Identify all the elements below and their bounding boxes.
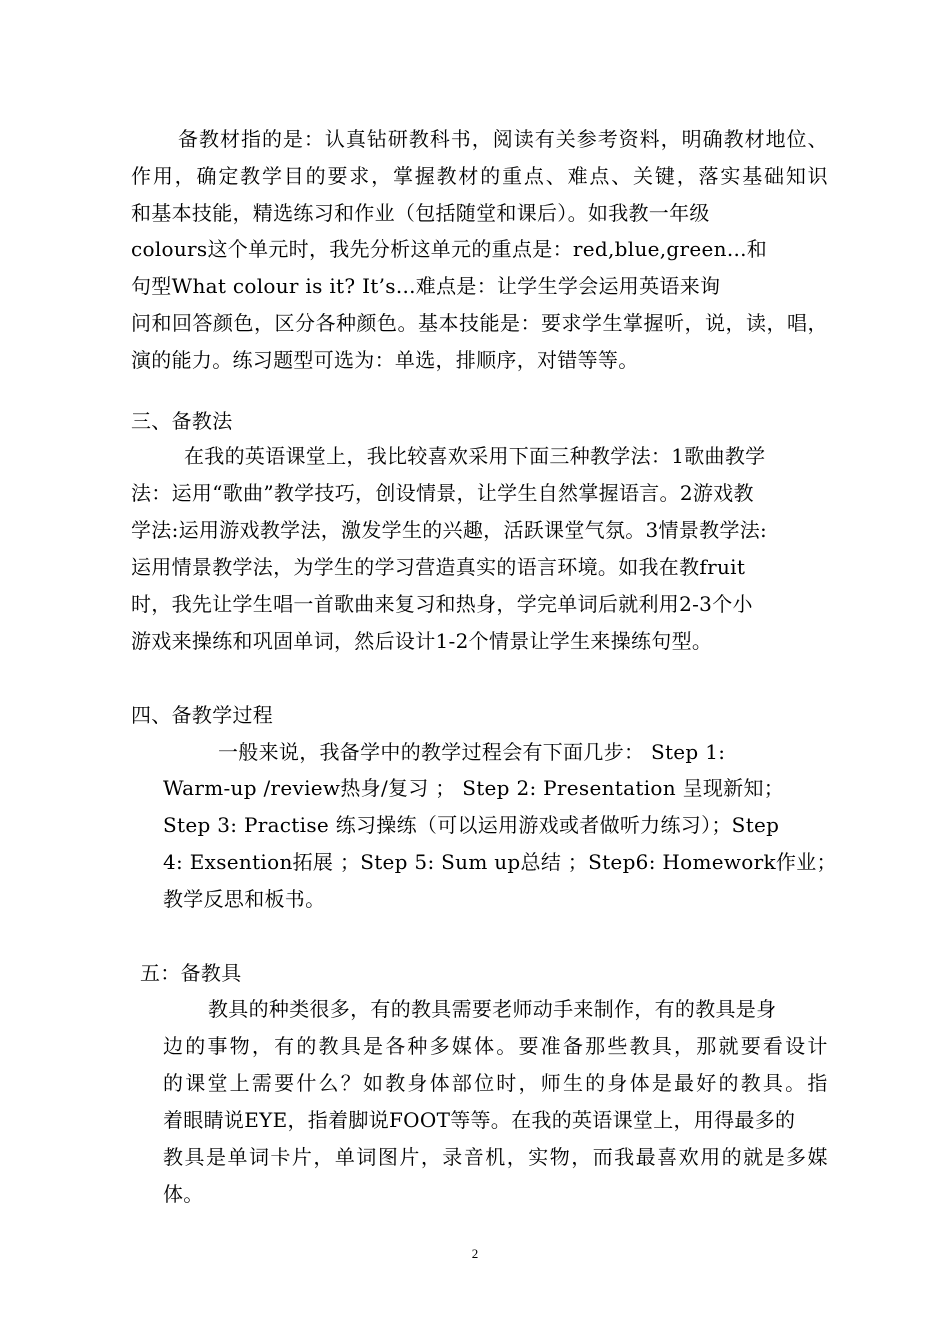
text-line: 问 和 回 答 颜 色 ， 区 分 各 种 颜 色 。 基 本 技 能 是 ： 要 求 学 生 掌 握 听 ， 说 ， 读 ， 唱 ， bbox=[131, 311, 828, 335]
text-line: 法：运用“歌曲”教学技巧，创设情景，让学生自然掌握语言。2游戏教 bbox=[131, 481, 754, 505]
text-line: colours这个单元时，我先分析这单元的重点是：red,blue,green...和 bbox=[131, 237, 768, 261]
text-line: 在我的英语课堂上，我比较喜欢采用下面三种教学法：1歌曲教学 bbox=[184, 444, 766, 468]
text-line: 和基本技能，精选练习和作业（包括随堂和课后）。如我教一年级 bbox=[131, 201, 710, 225]
text-line: 时，我先让学生唱一首歌曲来复习和热身，学完单词后就利用2-3个小 bbox=[131, 592, 753, 616]
text-line: Step 3: Practise 练习操练（可以运用游戏或者做听力练习）；Step bbox=[163, 813, 780, 837]
text-line: 学法:运用游戏教学法，激发学生的兴趣，活跃课堂气氛。3情景教学法: bbox=[131, 518, 768, 542]
page-number: 2 bbox=[471, 1246, 479, 1261]
text-line: 教学反思和板书。 bbox=[163, 887, 326, 911]
text-line: 教 具 是 单 词 卡 片 ， 单 词 图 片 ， 录 音 机 ， 实 物 ， 而 我 最 喜 欢 用 的 就 是 多 媒 bbox=[163, 1145, 828, 1169]
section-heading-aids: 五：备教具 bbox=[140, 961, 242, 985]
text-line: 运用情景教学法，为学生的学习营造真实的语言环境。如我在教fruit bbox=[131, 555, 746, 579]
text-line: 备 教 材 指 的 是 ： 认 真 钻 研 教 科 书 ， 阅 读 有 关 参 考 资 料 ， 明 确 教 材 地 位 、 bbox=[178, 127, 828, 151]
text-line: 的 课 堂 上 需 要 什 么 ？ 如 教 身 体 部 位 时 ， 师 生 的 身 体 是 最 好 的 教 具 。 指 bbox=[163, 1071, 828, 1095]
text-line: 游戏来操练和巩固单词，然后设计1-2个情景让学生来操练句型。 bbox=[131, 629, 713, 653]
text-line: 一般来说，我备学中的教学过程会有下面几步： Step 1: bbox=[218, 740, 726, 764]
text-line: 句型What colour is it? It’s...难点是：让学生学会运用英语来询 bbox=[131, 274, 721, 298]
section-heading-process: 四、备教学过程 bbox=[131, 703, 274, 727]
text-line: 体。 bbox=[163, 1182, 204, 1206]
text-line: 作 用 ， 确 定 教 学 目 的 要 求 ， 掌 握 教 材 的 重 点 、 难 点 、 关 键 ， 落 实 基 础 知 识 bbox=[131, 164, 828, 188]
text-line: Warm-up /review热身/复习 ； Step 2: Presentation 呈现新知； bbox=[163, 776, 785, 800]
text-line: 4: Exsention拓展 ；Step 5: Sum up总结 ；Step6: Homework作业； bbox=[163, 850, 837, 874]
text-line: 教具的种类很多，有的教具需要老师动手来制作，有的教具是身 bbox=[208, 997, 777, 1021]
section-heading-methods: 三、备教法 bbox=[131, 409, 233, 433]
text-line: 着眼睛说EYE，指着脚说FOOT等等。在我的英语课堂上，用得最多的 bbox=[163, 1108, 796, 1132]
text-line: 演的能力。练习题型可选为：单选，排顺序，对错等等。 bbox=[131, 348, 639, 372]
text-line: 边 的 事 物 ， 有 的 教 具 是 各 种 多 媒 体 。 要 准 备 那 些 教 具 ， 那 就 要 看 设 计 bbox=[163, 1034, 828, 1058]
